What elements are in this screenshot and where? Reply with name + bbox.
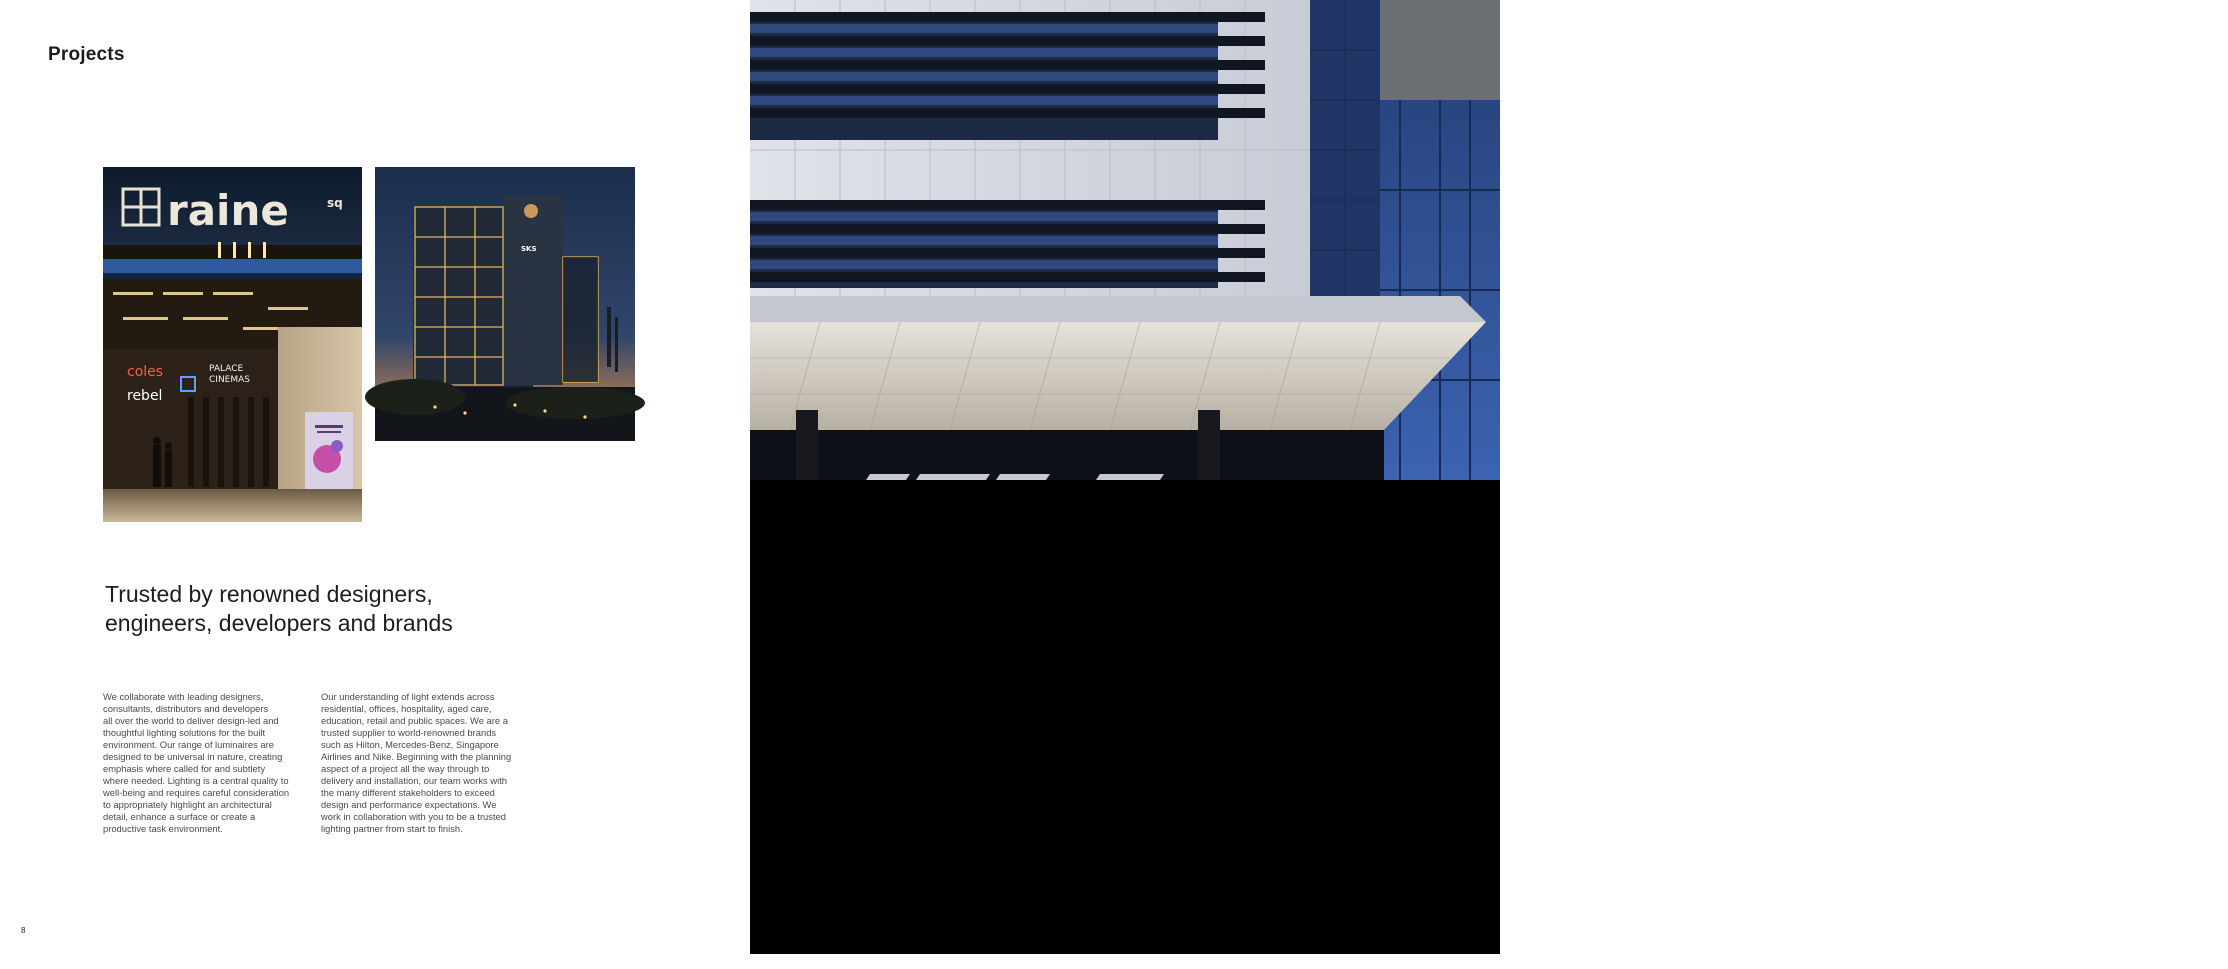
building-facade-photo [750, 0, 1500, 485]
site-url[interactable]: unios.com [2160, 926, 2197, 935]
body-column-1: We collaborate with leading designers, consultants, distributors and developers all over the world to deliver design-led and thoughtful lighting solutions for the built environment. Our range of luminaires are designed to be universal in nature, creating emphasis where called for and subtlety where needed. Lighting is a central quality to well-being and requires careful consideration to appropriately highlight an architectural detail, enhance a surface or create a productive task environment. [103, 691, 290, 834]
hotel-sks-sign: SKS [521, 245, 537, 253]
palace-sign-line1: PALACE [209, 364, 244, 374]
coles-sign: coles [127, 364, 164, 380]
raine-sign-sq: sq [327, 196, 343, 210]
project-photo-raine-square [103, 167, 362, 522]
page-number-left: 8 [21, 926, 26, 935]
raine-sign-text: raine [167, 186, 289, 235]
page-number-right: 9 [2224, 926, 2228, 935]
section-title: Projects [48, 44, 125, 65]
headline [105, 580, 565, 638]
rebel-sign: rebel [127, 388, 163, 404]
palace-sign-line2: CINEMAS [209, 375, 250, 385]
left-page [0, 0, 750, 954]
headline-line-1: Trusted by renowned designers, [105, 581, 433, 607]
project-photo-hotel [375, 167, 635, 441]
headline-line-2: engineers, developers and brands [105, 610, 453, 636]
right-page [750, 0, 2228, 969]
watermark: 挖家网 wajiawang.com [2025, 916, 2210, 969]
body-column-2: Our understanding of light extends across residential, offices, hospitality, aged care, education, retail and public spaces. We are a trusted supplier to world-renowned brands such as Hilton, Mercedes-Benz, Singapore Airlines and Nike. Beginning with the planning aspect of a project all the way through to delivery and installation, our team works with the many different stakeholders to exceed design and performance expectations. We work in collaboration with you to be a trusted lighting partner from start to finish. [321, 691, 512, 834]
